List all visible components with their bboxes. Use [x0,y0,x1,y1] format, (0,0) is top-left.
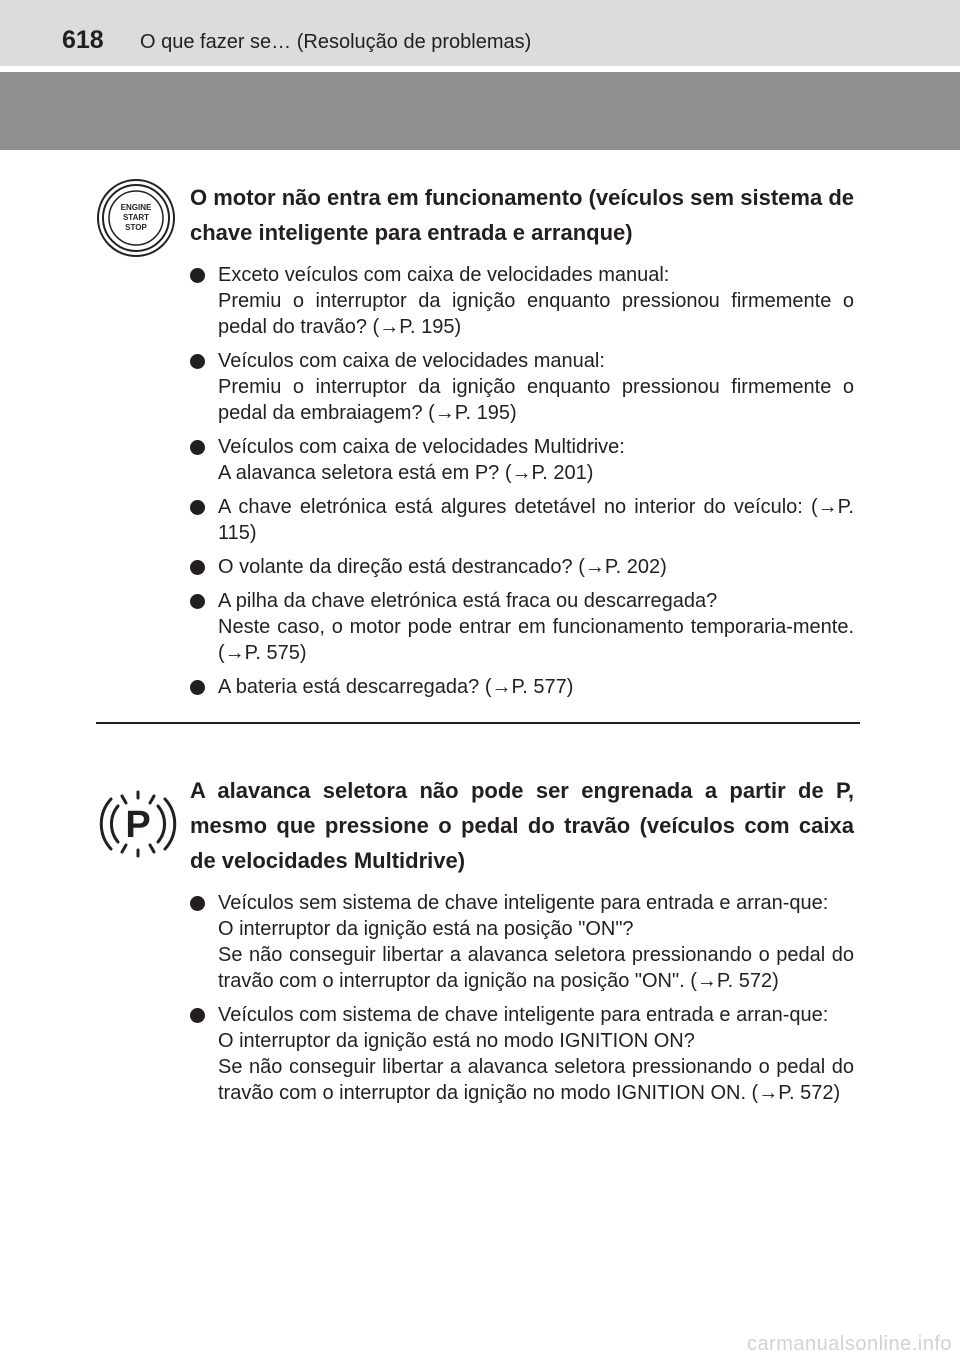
item-line: Neste caso, o motor pode entrar em funcionamento temporaria-mente. (→P. 575) [218,616,854,664]
bullet-icon [190,594,205,609]
icon-label-stop: STOP [125,223,147,232]
list-item [190,434,854,486]
header-band [0,72,960,150]
icon-label-p: P [125,804,151,846]
item-line: A bateria está descarregada? (→P. 577) [218,676,574,698]
bullet-icon [190,354,205,369]
list-item [190,1002,854,1106]
item-line: Veículos sem sistema de chave inteligente para entrada e arran-que: [218,892,829,914]
item-line: O interruptor da ignição está no modo IGNITION ON? [218,1030,695,1052]
item-line: Veículos com caixa de velocidades manual: [218,350,605,372]
item-line: Veículos com caixa de velocidades Multidrive: [218,436,625,458]
item-line: Premiu o interruptor da ignição enquanto pressionou firmemente o pedal da embraiagem? (→P. 195) [218,376,854,424]
item-line: Se não conseguir libertar a alavanca seletora pressionando o pedal do travão com o interruptor da ignição no modo IGNITION ON. (→P. 572) [218,1056,854,1104]
item-line: A alavanca seletora está em P? (→P. 201) [218,462,594,484]
list-item [190,674,854,700]
list-item [190,588,854,666]
item-line: Se não conseguir libertar a alavanca seletora pressionando o pedal do travão com o interruptor da ignição na posição "ON". (→P. 572) [218,944,854,992]
item-line: A pilha da chave eletrónica está fraca ou descarregada? [218,590,718,612]
item-line: Exceto veículos com caixa de velocidades manual: [218,264,670,286]
item-line: Premiu o interruptor da ignição enquanto pressionou firmemente o pedal do travão? (→P. 195) [218,290,854,338]
section-title: A alavanca seletora não pode ser engrenada a partir de P, mesmo que pressione o pedal do travão (veículos com caixa de velocidades Multidrive) [190,778,854,873]
item-line: O interruptor da ignição está na posição "ON"? [218,918,634,940]
bullet-icon [190,560,205,575]
icon-label-start: START [122,213,150,222]
bullet-icon [190,500,205,515]
section-title: O motor não entra em funcionamento (veículos sem sistema de chave inteligente para entrada e arranque) [190,185,854,245]
list-item [190,554,854,580]
section-divider [96,722,860,724]
park-gear-warning-icon [98,784,178,864]
section-shift-lever-locked [190,773,854,1114]
bullet-list [190,262,854,700]
list-item [190,494,854,546]
bullet-icon [190,896,205,911]
list-item [190,262,854,340]
bullet-icon [190,680,205,695]
item-line: O volante da direção está destrancado? (→P. 202) [218,556,667,578]
page-heading: O que fazer se… (Resolução de problemas) [140,31,532,53]
icon-label-engine: ENGINE [120,203,152,212]
engine-start-stop-icon [96,178,176,258]
bullet-list [190,890,854,1106]
list-item [190,890,854,994]
bullet-icon [190,1008,205,1023]
watermark: carmanualsonline.info [746,1333,952,1355]
bullet-icon [190,268,205,283]
section-engine-not-starting [190,180,854,708]
bullet-icon [190,440,205,455]
list-item [190,348,854,426]
page-number: 618 [62,26,104,54]
item-line: A chave eletrónica está algures detetável no interior do veículo: (→P. 115) [218,496,854,544]
item-line: Veículos com sistema de chave inteligente para entrada e arran-que: [218,1004,829,1026]
